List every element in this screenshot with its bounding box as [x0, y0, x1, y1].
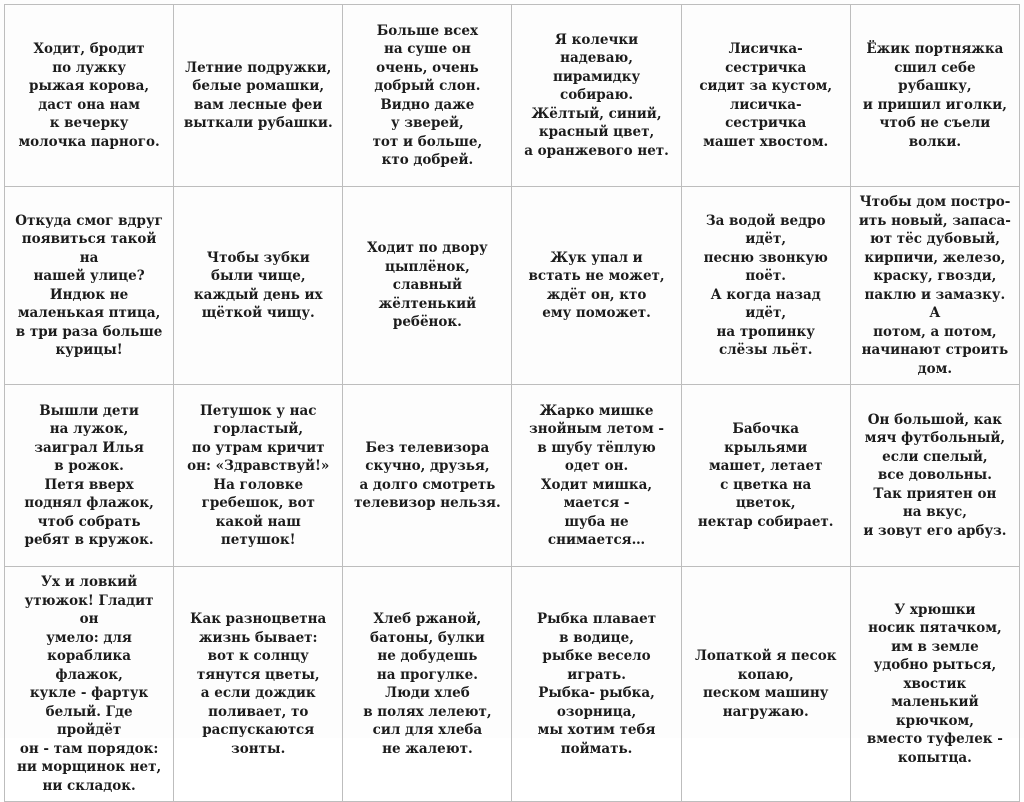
riddle-card-rooster: Петушок у нас горластый, по утрам кричит он: «Здравствуй!» На головке гребешок, вот какой наш петушок!: [174, 385, 343, 567]
riddle-card-bear: Жарко мишке знойным летом - в шубу тёплую одет он. Ходит мишка, мается - шуба не снимается…: [512, 385, 681, 567]
riddle-card-hedgehog: Ёжик портняжка сшил себе рубашку, и пришил иголки, чтоб не съели волки.: [850, 5, 1019, 187]
riddle-card-pyramid: Я колечки надеваю, пирамидку собираю. Жёлтый, синий, красный цвет, а оранжевого нет.: [512, 5, 681, 187]
grid-row-2: [5, 187, 1020, 385]
riddle-card-bread: Хлеб ржаной, батоны, булки не добудешь на прогулке. Люди хлеб в полях лелеют, сил для хлеба не жалеют.: [343, 567, 512, 802]
grid-row-1: [5, 5, 1020, 187]
riddle-card-pig: У хрюшки носик пятачком, им в земле удобно рыться, хвостик маленький крючком, вместо туфелек - копытца.: [850, 567, 1019, 802]
riddle-grid: [4, 4, 1020, 802]
riddle-card-tv: Без телевизора скучно, друзья, а долго смотреть телевизор нельзя.: [343, 385, 512, 567]
riddle-card-chick: Ходит по двору цыплёнок, славный жёлтенький ребёнок.: [343, 187, 512, 385]
riddle-card-elephant: Больше всех на суше он очень, очень добрый слон. Видно даже у зверей, тот и больше, кто добрей.: [343, 5, 512, 187]
riddle-card-turkey: Откуда смог вдруг появиться такой на нашей улице? Индюк не маленькая птица, в три раза больше курицы!: [5, 187, 174, 385]
riddle-card-house: Чтобы дом постро- ить новый, запаса- ют тёс дубовый, кирпичи, железо, краску, гвозди, паклю и замазку. А потом, а потом, начинают строить дом.: [850, 187, 1019, 385]
grid-row-3: [5, 385, 1020, 567]
riddle-card-toothbrush: Чтобы зубки были чище, каждый день их щёткой чищу.: [174, 187, 343, 385]
riddle-card-butterfly: Бабочка крыльями машет, летает с цветка на цветок, нектар собирает.: [681, 385, 850, 567]
riddle-card-fox: Лисичка-сестричка сидит за кустом, лисичка-сестричка машет хвостом.: [681, 5, 850, 187]
riddle-card-daisies: Летние подружки, белые ромашки, вам лесные феи выткали рубашки.: [174, 5, 343, 187]
grid-row-4: [5, 567, 1020, 802]
riddle-card-bucket: За водой ведро идёт, песню звонкую поёт. А когда назад идёт, на тропинку слёзы льёт.: [681, 187, 850, 385]
riddle-card-horn: Вышли дети на лужок, заиграл Илья в рожок. Петя вверх поднял флажок, чтоб собрать ребят в кружок.: [5, 385, 174, 567]
riddle-card-watermelon: Он большой, как мяч футбольный, если спелый, все довольны. Так приятен он на вкус, и зовут его арбуз.: [850, 385, 1019, 567]
riddle-card-beetle: Жук упал и встать не может, ждёт он, кто ему поможет.: [512, 187, 681, 385]
riddle-card-spade: Лопаткой я песок копаю, песком машину нагружаю.: [681, 567, 850, 802]
riddle-card-cow: Ходит, бродит по лужку рыжая корова, даст она нам к вечерку молочка парного.: [5, 5, 174, 187]
riddle-card-umbrellas: Как разноцветна жизнь бывает: вот к солнцу тянутся цветы, а если дождик поливает, то распускаются зонты.: [174, 567, 343, 802]
riddle-card-iron: Ух и ловкий утюжок! Гладит он умело: для кораблика флажок, кукле - фартук белый. Где пройдёт он - там порядок: ни морщинок нет, ни складок.: [5, 567, 174, 802]
riddle-card-fish: Рыбка плавает в водице, рыбке весело играть. Рыбка- рыбка, озорница, мы хотим тебя поймать.: [512, 567, 681, 802]
